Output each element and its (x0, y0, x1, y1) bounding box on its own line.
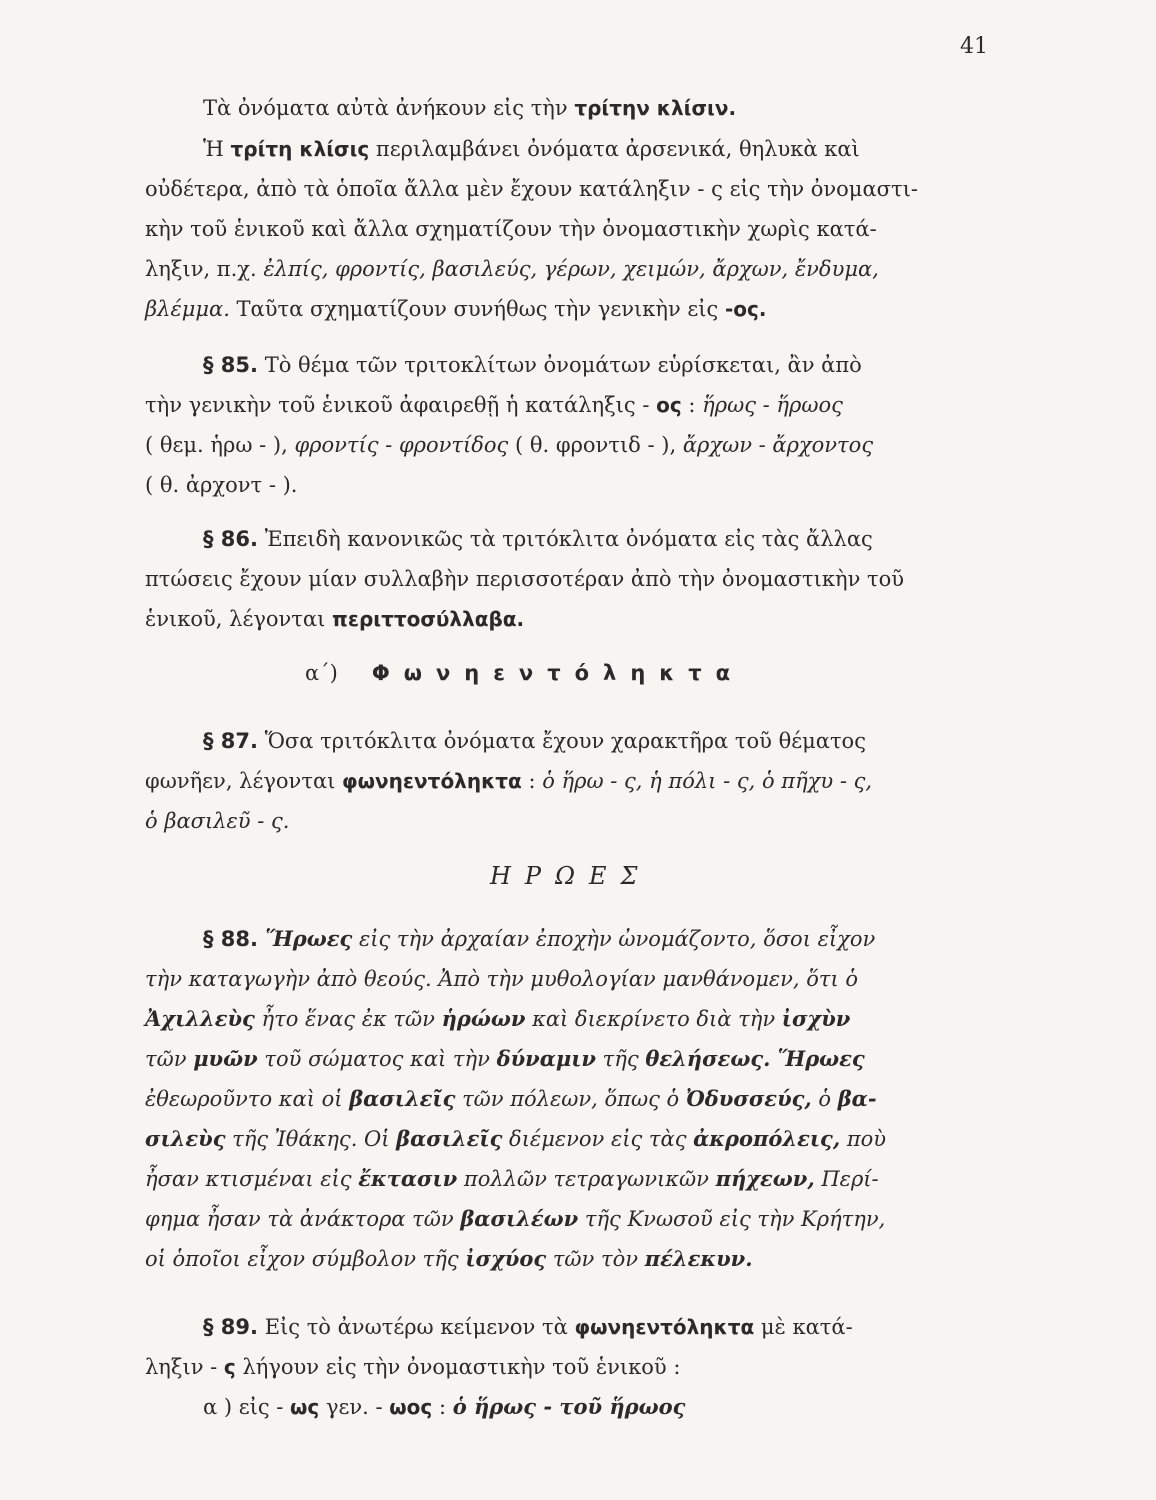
section-86-line-3: ἑνικοῦ, λέγονται περιττοσύλλαβα. (145, 607, 525, 631)
heading-heroes: ΗΡΩΕΣ (490, 862, 652, 890)
section-85-line-3: ( θεμ. ἡρω - ), φροντίς - φροντίδος ( θ. φροντιδ - ), ἄρχων - ἄρχοντος (145, 433, 874, 457)
term-triti-klisis: τρίτη κλίσις (230, 137, 370, 161)
intro-line-3: οὐδέτερα, ἀπὸ τὰ ὁποῖα ἄλλα μὲν ἔχουν κατάληξιν - ς εἰς τὴν ὀνομαστι- (145, 177, 918, 201)
section-88-line-2: τὴν καταγωγὴν ἀπὸ θεούς. Ἀπὸ τὴν μυθολογίαν μανθάνομεν, ὅτι ὁ (145, 967, 859, 991)
section-86-line-1: § 86. Ἐπειδὴ κανονικῶς τὰ τριτόκλιτα ὀνόματα εἰς τὰς ἄλλας (203, 527, 873, 551)
section-89-line-3: α ) εἰς - ως γεν. - ωος : ὁ ἥρως - τοῦ ἥρωος (203, 1394, 686, 1419)
section-85-line-1: § 85. Τὸ θέμα τῶν τριτοκλίτων ὀνομάτων εὑρίσκεται, ἂν ἀπὸ (203, 353, 862, 377)
intro-line-2: Ἡ τρίτη κλίσις περιλαμβάνει ὀνόματα ἀρσενικά, θηλυκὰ καὶ (203, 137, 860, 161)
section-88-line-6: σιλεὺς τῆς Ἰθάκης. Οἱ βασιλεῖς διέμενον εἰς τὰς ἀκροπόλεις, ποὺ (145, 1126, 887, 1151)
intro-line-4: κὴν τοῦ ἑνικοῦ καὶ ἄλλα σχηματίζουν τὴν ὀνομαστικὴν χωρὶς κατά- (145, 217, 877, 241)
section-89-number: § 89. (203, 1315, 259, 1339)
section-88-line-7: ἦσαν κτισμέναι εἰς ἔκτασιν πολλῶν τετραγωνικῶν πήχεων, Περί- (145, 1166, 879, 1191)
section-88-line-5: ἐθεωροῦντο καὶ οἱ βασιλεῖς τῶν πόλεων, ὅπως ὁ Ὀδυσσεύς, ὁ βα- (145, 1086, 877, 1111)
section-86-line-2: πτώσεις ἔχουν μίαν συλλαβὴν περισσοτέραν ἀπὸ τὴν ὀνομαστικὴν τοῦ (145, 567, 905, 591)
section-87-line-3: ὁ βασιλεῦ - ς. (145, 809, 290, 833)
section-88-line-3: Ἀχιλλεὺς ἦτο ἕνας ἐκ τῶν ἡρώων καὶ διεκρίνετο διὰ τὴν ἰσχὺν (145, 1006, 851, 1031)
heading-title: Φωνηεντόληκτα (371, 661, 745, 685)
section-85-line-2: τὴν γενικὴν τοῦ ἑνικοῦ ἀφαιρεθῇ ἡ κατάληξις - ος : ἥρως - ἥρωος (145, 393, 843, 417)
heading-label: α΄) (305, 661, 338, 685)
section-89-line-2: ληξιν - ς λήγουν εἰς τὴν ὀνομαστικὴν τοῦ ἑνικοῦ : (145, 1355, 681, 1379)
section-88-line-4: τῶν μυῶν τοῦ σώματος καὶ τὴν δύναμιν τῆς θελήσεως. Ἥρωες (145, 1046, 865, 1071)
section-88-line-8: φημα ἦσαν τὰ ἀνάκτορα τῶν βασιλέων τῆς Κνωσοῦ εἰς τὴν Κρήτην, (145, 1206, 886, 1231)
section-89-line-1: § 89. Εἰς τὸ ἀνωτέρω κείμενον τὰ φωνηεντόληκτα μὲ κατά- (203, 1315, 853, 1339)
section-88-line-9: οἱ ὁποῖοι εἶχον σύμβολον τῆς ἰσχύος τῶν τὸν πέλεκυν. (145, 1246, 753, 1271)
term-triti-klisi: τρίτην κλίσιν. (574, 96, 737, 120)
section-88-number: § 88. (203, 927, 259, 951)
page-number: 41 (960, 34, 988, 59)
section-87-number: § 87. (203, 729, 259, 753)
intro-line-5: ληξιν, π.χ. ἐλπίς, φροντίς, βασιλεύς, γέρων, χειμών, ἄρχων, ἔνδυμα, (145, 257, 879, 281)
section-86-number: § 86. (203, 527, 259, 551)
section-85-number: § 85. (203, 353, 259, 377)
section-87-line-1: § 87. Ὅσα τριτόκλιτα ὀνόματα ἔχουν χαρακτῆρα τοῦ θέματος (203, 729, 866, 753)
heading-phoneentolekta (305, 660, 744, 686)
intro-line-6: βλέμμα. Ταῦτα σχηματίζουν συνήθως τὴν γενικὴν εἰς -ος. (145, 297, 767, 321)
section-88-line-1: § 88. Ἥρωες εἰς τὴν ἀρχαίαν ἐποχὴν ὠνομάζοντο, ὅσοι εἶχον (203, 926, 876, 951)
section-85-line-4: ( θ. ἀρχοντ - ). (145, 473, 298, 497)
section-87-line-2: φωνῆεν, λέγονται φωνηεντόληκτα : ὁ ἥρω - ς, ἡ πόλι - ς, ὁ πῆχυ - ς, (145, 769, 873, 793)
intro-line-1: Τὰ ὀνόματα αὐτὰ ἀνήκουν εἰς τὴν τρίτην κλίσιν. (203, 96, 737, 120)
